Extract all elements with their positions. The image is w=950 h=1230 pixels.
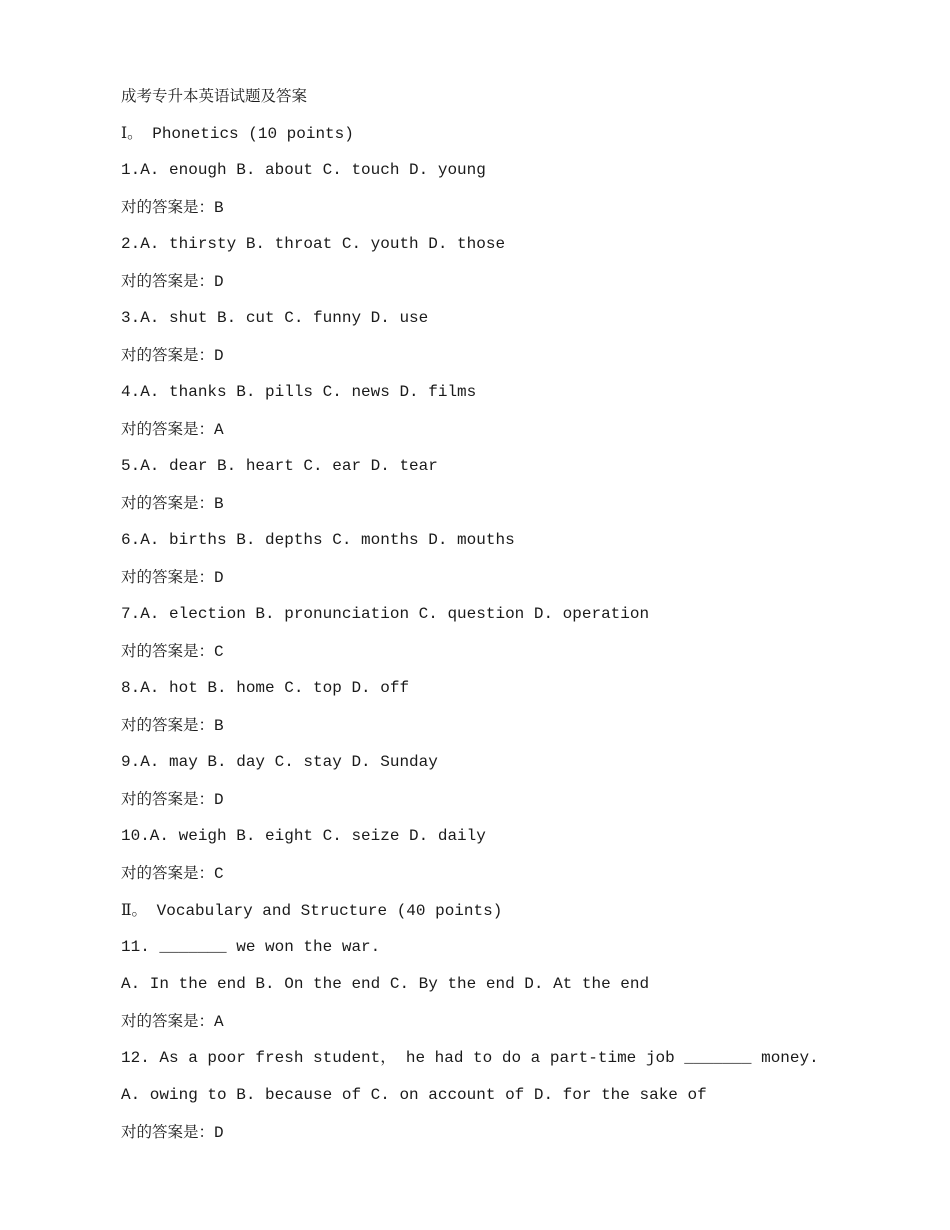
question-10: 10.A. weigh B. eight C. seize D. daily (121, 827, 486, 845)
question-9: 9.A. may B. day C. stay D. Sunday (121, 753, 438, 771)
answer-1 (121, 195, 921, 232)
answer-label: 对的答案是： (121, 198, 215, 216)
section-numeral: Ⅱ。 (121, 901, 148, 919)
question-4: 4.A. thanks B. pills C. news D. films (121, 383, 477, 401)
answer-4 (121, 417, 921, 454)
question-8: 8.A. hot B. home C. top D. off (121, 679, 410, 697)
answer-6 (121, 565, 921, 602)
question-2: 2.A. thirsty B. throat C. youth D. those (121, 235, 506, 253)
answer-9 (121, 787, 921, 824)
answer-value: B (214, 199, 224, 217)
question-12-options: A. owing to B. because of C. on account of D. for the sake of (121, 1086, 707, 1104)
question-11-stem: 11. _______ we won the war. (121, 938, 381, 956)
question-7: 7.A. election B. pronunciation C. question D. operation (121, 605, 650, 623)
answer-value: C (214, 643, 224, 661)
question-1: 1.A. enough B. about C. touch D. young (121, 161, 486, 179)
answer-value: A (214, 1013, 224, 1031)
answer-value: B (214, 495, 224, 513)
answer-label: 对的答案是： (121, 494, 215, 512)
answer-label: 对的答案是： (121, 272, 215, 290)
answer-8 (121, 713, 921, 750)
answer-value: D (214, 569, 224, 587)
answer-label: 对的答案是： (121, 716, 215, 734)
answer-label: 对的答案是： (121, 790, 215, 808)
answer-label: 对的答案是： (121, 1012, 215, 1030)
answer-label: 对的答案是： (121, 1123, 215, 1141)
answer-12 (121, 1120, 921, 1157)
answer-3 (121, 343, 921, 380)
section-title: Vocabulary and Structure (40 points) (147, 902, 503, 920)
answer-value: D (214, 791, 224, 809)
answer-10 (121, 861, 921, 898)
question-3: 3.A. shut B. cut C. funny D. use (121, 309, 429, 327)
question-11-options: A. In the end B. On the end C. By the end D. At the end (121, 975, 650, 993)
answer-label: 对的答案是： (121, 346, 215, 364)
answer-value: A (214, 421, 224, 439)
answer-label: 对的答案是： (121, 864, 215, 882)
section-numeral: Ⅰ。 (121, 124, 143, 142)
answer-11 (121, 1009, 921, 1046)
document-title: 成考专升本英语试题及答案 (121, 87, 308, 105)
question-12-stem: 12. As a poor fresh student， he had to do a part-time job _______ money. (121, 1049, 819, 1067)
answer-value: D (214, 273, 224, 291)
answer-2 (121, 269, 921, 306)
section-heading-phonetics (121, 121, 921, 158)
question-5: 5.A. dear B. heart C. ear D. tear (121, 457, 438, 475)
answer-value: C (214, 865, 224, 883)
answer-value: D (214, 347, 224, 365)
answer-5 (121, 491, 921, 528)
section-title: Phonetics (10 points) (142, 125, 354, 143)
question-6: 6.A. births B. depths C. months D. mouths (121, 531, 515, 549)
answer-label: 对的答案是： (121, 642, 215, 660)
answer-value: B (214, 717, 224, 735)
answer-label: 对的答案是： (121, 568, 215, 586)
document-page (121, 84, 921, 1157)
answer-value: D (214, 1124, 224, 1142)
section-heading-vocabulary (121, 898, 921, 935)
answer-label: 对的答案是： (121, 420, 215, 438)
answer-7 (121, 639, 921, 676)
